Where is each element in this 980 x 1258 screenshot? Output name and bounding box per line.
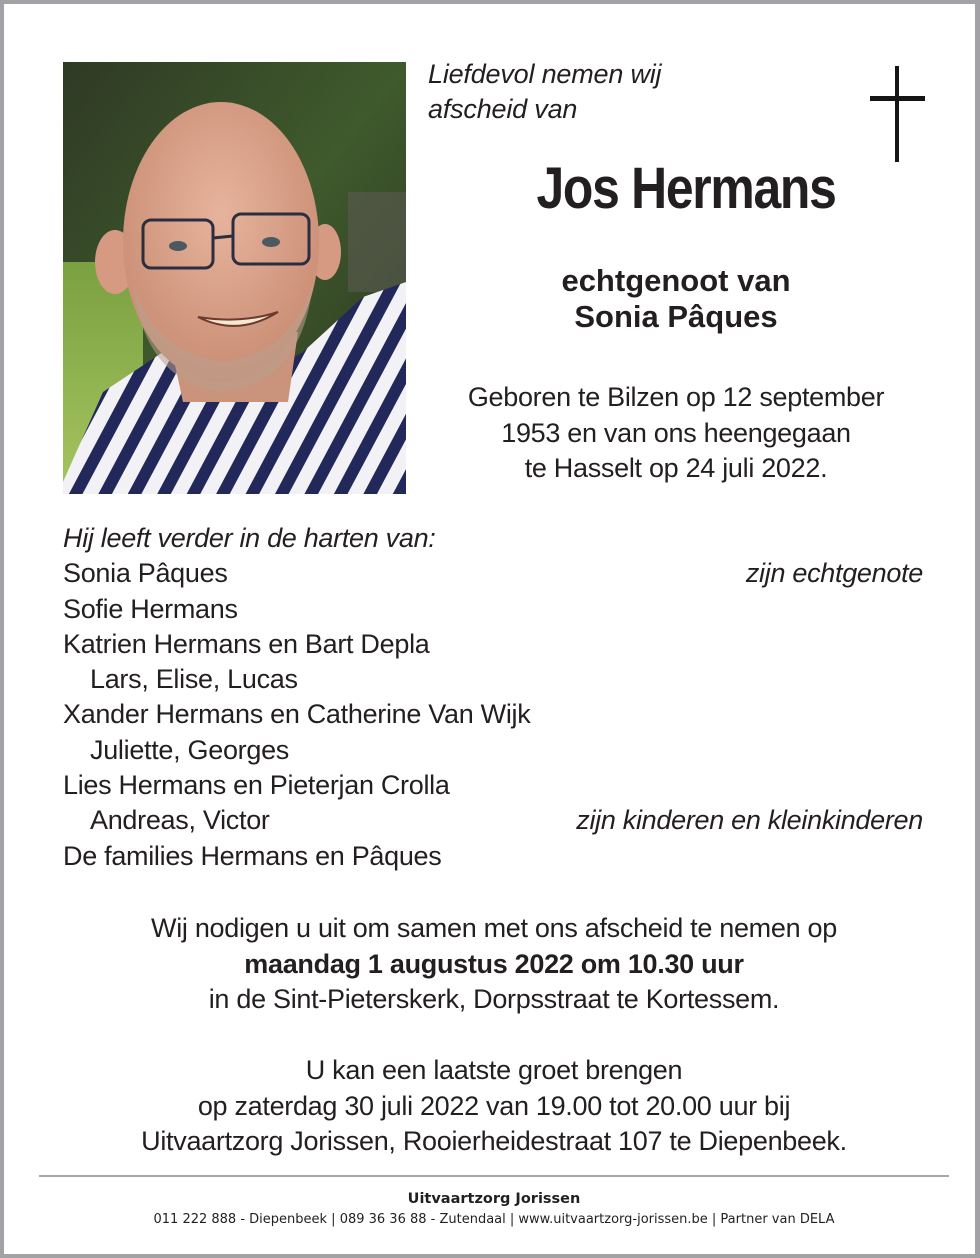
family-member: Sofie Hermans	[63, 593, 238, 624]
family-member: Sonia Pâques	[63, 558, 228, 589]
family-member: Katrien Hermans en Bart Depla	[63, 628, 430, 659]
intro-line: Liefdevol nemen wij	[428, 59, 662, 89]
footer-contact: 011 222 888 - Diepenbeek | 089 36 36 88 - Zutendaal | www.uitvaartzorg-jorissen.be | Partner van DELA	[153, 1212, 835, 1227]
family-member: Juliette, Georges	[90, 734, 290, 765]
visitation-line: U kan een laatste groet brengen	[305, 1055, 683, 1085]
deceased-name: Jos Hermans	[536, 156, 836, 221]
spouse-block	[428, 263, 924, 335]
family-member: Lies Hermans en Pieterjan Crolla	[63, 770, 450, 801]
family-row	[63, 768, 923, 803]
cross-horizontal-bar	[870, 96, 925, 101]
family-member: De families Hermans en Pâques	[63, 840, 442, 871]
family-row	[63, 556, 923, 591]
footer-divider	[39, 1175, 949, 1177]
family-row-grandchildren	[63, 733, 923, 768]
birth-death-line: Geboren te Bilzen op 12 september	[467, 382, 885, 412]
family-member: Andreas, Victor	[90, 805, 270, 836]
family-row	[63, 592, 923, 627]
ceremony-invitation: Wij nodigen u uit om samen met ons afscheid te nemen op	[151, 913, 837, 943]
family-member: Lars, Elise, Lucas	[90, 664, 298, 695]
birth-death-line: te Hasselt op 24 juli 2022.	[524, 453, 828, 483]
family-row	[63, 627, 923, 662]
family-row	[63, 697, 923, 732]
ceremony-datetime: maandag 1 augustus 2022 om 10.30 uur	[244, 948, 744, 979]
footer-company: Uitvaartzorg Jorissen	[407, 1191, 581, 1207]
family-row-grandchildren	[63, 662, 923, 697]
relation-label: zijn echtgenote	[745, 558, 923, 589]
family-member: Xander Hermans en Catherine Van Wijk	[63, 699, 531, 730]
visitation-info	[44, 1053, 944, 1160]
visitation-line: Uitvaartzorg Jorissen, Rooierheidestraat 107 te Diepenbeek.	[141, 1126, 847, 1156]
portrait-photo	[63, 62, 406, 494]
intro-line: afscheid van	[428, 94, 578, 124]
visitation-line: op zaterdag 30 juli 2022 van 19.00 tot 20.00 uur bij	[197, 1090, 791, 1121]
portrait-image	[63, 62, 406, 494]
birth-death-line: 1953 en van ons heengegaan	[501, 417, 851, 448]
spouse-label: echtgenoot van	[561, 263, 791, 298]
ceremony-location: in de Sint-Pieterskerk, Dorpsstraat te Kortessem.	[208, 984, 780, 1014]
family-heading: Hij leeft verder in de harten van:	[63, 523, 436, 553]
cross-vertical-bar	[895, 66, 899, 162]
intro-text	[428, 57, 661, 127]
cross-icon	[870, 66, 925, 162]
family-list	[63, 521, 923, 874]
spouse-name: Sonia Pâques	[574, 299, 778, 334]
birth-death-text	[428, 380, 924, 487]
ceremony-info	[44, 911, 944, 1018]
family-row-grandchildren	[63, 803, 923, 838]
relation-label: zijn kinderen en kleinkinderen	[576, 805, 923, 836]
family-row	[63, 839, 923, 874]
